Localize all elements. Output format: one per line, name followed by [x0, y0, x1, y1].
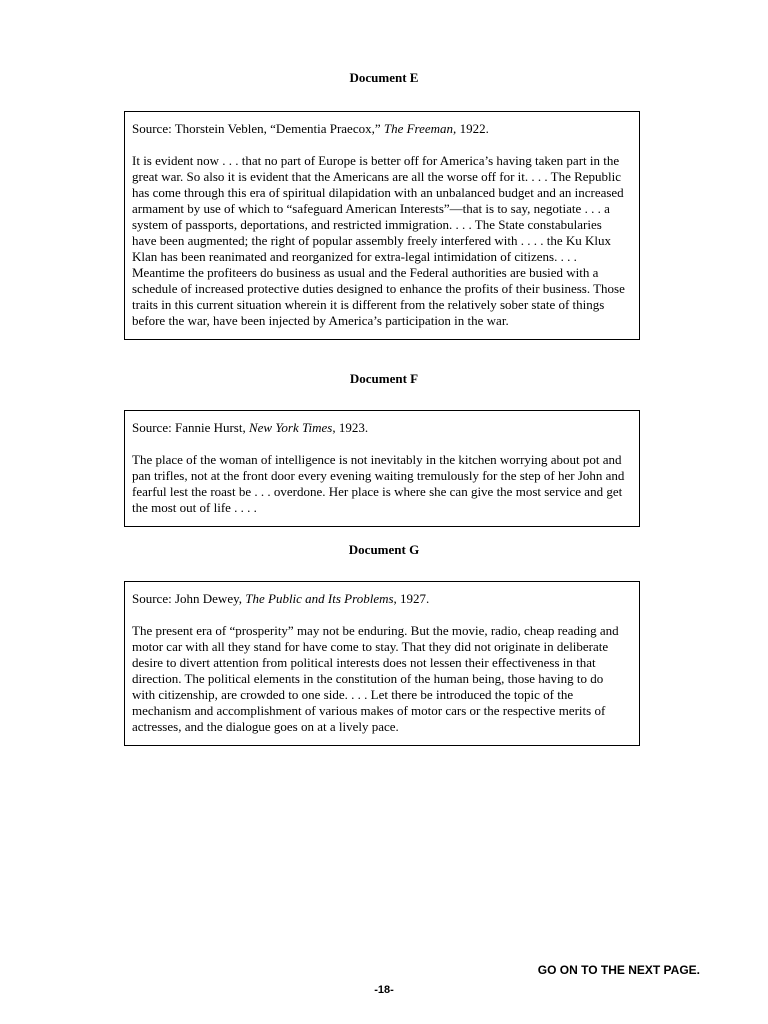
source-year: , 1923.: [332, 420, 369, 435]
document-f-title: Document F: [349, 371, 419, 386]
document-f-body: The place of the woman of intelligence is not inevitably in the kitchen worrying about pot and pan trifles, not at the front door every evening waiting tremulously for the step of her John and fearful lest the roast be . . . overdone. Her place is where she can give the most service and get the most out of life . . . .: [132, 452, 625, 515]
document-g-box: [124, 581, 640, 746]
document-e-source: [132, 121, 627, 137]
document-g-body: The present era of “prosperity” may not be enduring. But the movie, radio, cheap reading and motor car with all they stand for have come to stay. That they did not originate in deliberate desire to divert attention from political interests does not lessen their effectiveness in that direction. The political elements in the constitution of the human being, those having to do with citizenship, are crowded to one side. . . . Let there be introduced the topic of the mechanism and accomplishment of various makes of motor cars or the respective merits of actresses, and the dialogue goes on at a lively pace.: [132, 623, 619, 734]
document-f-box: [124, 410, 640, 527]
page-number: -18-: [374, 984, 394, 996]
document-g-source: [132, 591, 627, 607]
source-work-title: The Freeman,: [383, 121, 457, 136]
go-on-next-page: GO ON TO THE NEXT PAGE.: [537, 963, 700, 977]
source-work-title: The Public and Its Problems: [245, 591, 394, 606]
source-work-title: New York Times: [248, 420, 333, 435]
document-e-body: It is evident now . . . that no part of Europe is better off for America’s having taken part in the great war. So also it is evident that the Americans are all the worse off for it. . . . The Republic has come through this era of spiritual dilapidation with an unbalanced budget and an increased armament by use of which to “safeguard American Interests”—that is to say, negotiate . . . a system of passports, deportations, and restricted immigration. . . . The State constabularies have been augmented; the right of popular assembly freely interfered with . . . . the Ku Klux Klan has been reanimated and reorganized for extra-legal intimidation of citizens. . . . Meantime the profiteers do business as usual and the Federal authorities are busied with a schedule of increased protective duties designed to enhance the profits of their business. Those traits in this current situation wherein it is different from the relatively sober state of things before the war, have been injected by America’s participation in the war.: [132, 153, 625, 328]
source-author: Source: Fannie Hurst,: [132, 420, 249, 435]
source-author: Source: Thorstein Veblen, “Dementia Praecox,”: [132, 121, 384, 136]
source-author: Source: John Dewey,: [132, 591, 246, 606]
source-year: 1922.: [456, 121, 489, 136]
document-e-box: [124, 111, 640, 340]
document-e-title: Document E: [349, 70, 419, 85]
source-year: , 1927.: [393, 591, 430, 606]
document-f-source: [132, 420, 627, 436]
document-g-title: Document G: [348, 542, 420, 557]
